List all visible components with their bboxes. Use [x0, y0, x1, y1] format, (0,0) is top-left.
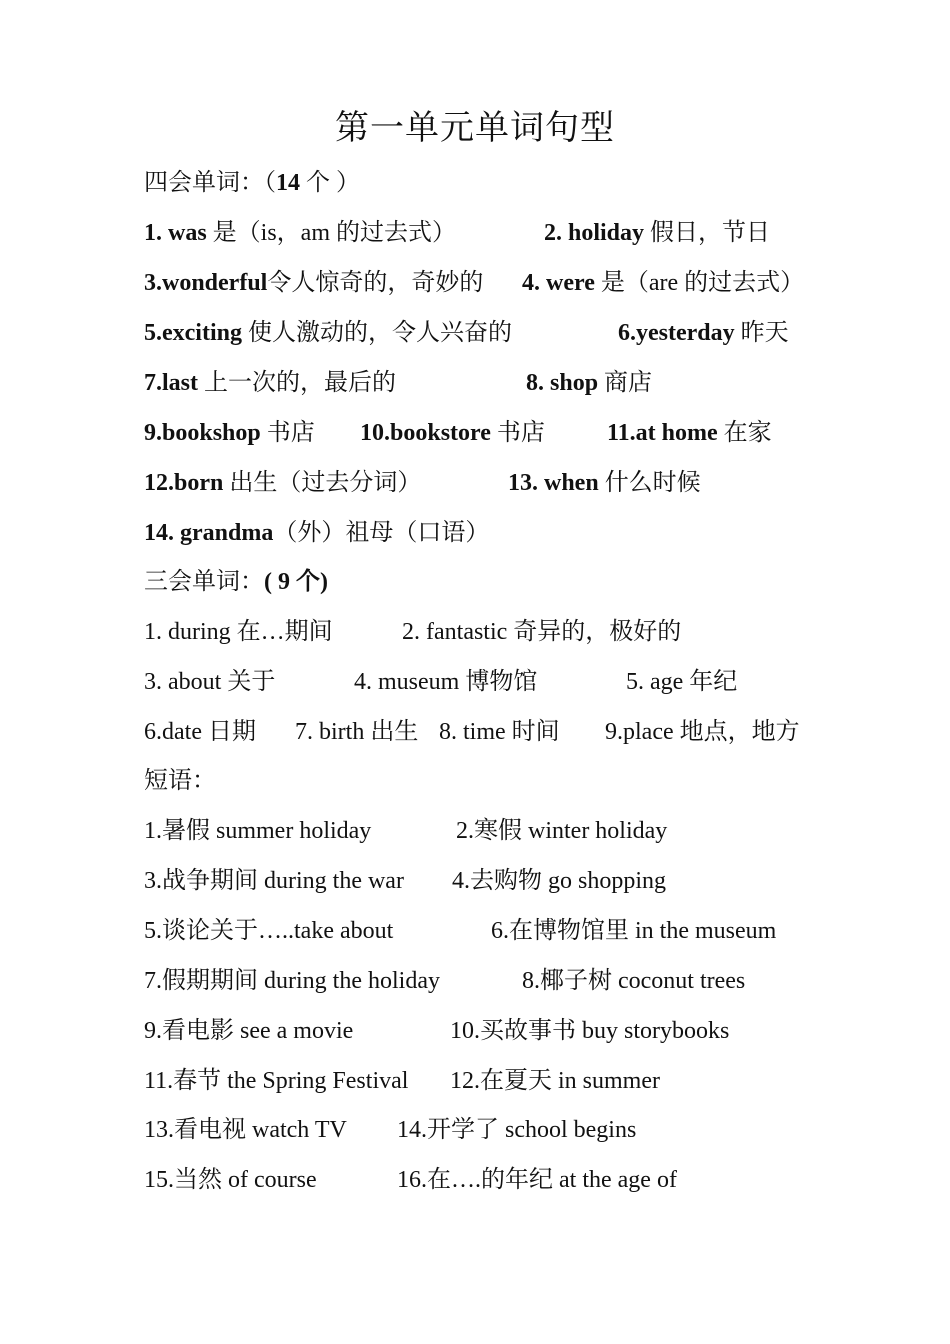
vocab-item — [526, 363, 652, 403]
vocab-word: 4. were — [522, 270, 595, 296]
vocab-item — [607, 413, 772, 453]
vocab-word: ( 9 个) — [264, 569, 328, 595]
vocab-item: 7. birth 出生 — [295, 719, 419, 745]
phrase-row — [144, 811, 824, 851]
vocab-meaning: 假日，节日 — [650, 220, 771, 246]
vocab-item — [144, 363, 396, 403]
phrase-row — [144, 861, 824, 901]
vocab-row — [144, 213, 824, 253]
vocab-meaning: 昨天 — [734, 320, 789, 346]
vocab-word: 10.bookstore — [360, 420, 497, 446]
vocab-item — [544, 213, 770, 253]
phrase-item: 6.在博物馆里 in the museum — [491, 918, 777, 944]
phrase-item: 5.谈论关于…..take about — [144, 918, 394, 944]
vocab-item: 9.place 地点，地方 — [605, 719, 800, 745]
vocab-meaning: 个 ） — [300, 170, 360, 196]
phrases-heading: 短语： — [144, 768, 216, 794]
vocab-word: 1. was — [144, 220, 213, 246]
vocab-row — [144, 363, 824, 403]
vocab-item — [508, 463, 701, 503]
vocab-word: 13. when — [508, 470, 599, 496]
vocab-item: 8. time 时间 — [439, 719, 560, 745]
vocab-item: 2. fantastic 奇异的，极好的 — [402, 619, 682, 645]
vocab-meaning: 在家 — [723, 420, 772, 446]
phrase-item: 10.买故事书 buy storybooks — [450, 1018, 730, 1044]
vocab-word: 3.wonderful — [144, 270, 268, 296]
phrase-item: 1.暑假 summer holiday — [144, 818, 372, 844]
vocab-word: 11.at home — [607, 420, 724, 446]
phrase-item: 2.寒假 winter holiday — [456, 818, 668, 844]
vocab-row — [144, 263, 824, 303]
vocab-meaning: 书店 — [496, 420, 545, 446]
phrase-row — [144, 911, 824, 951]
phrase-item: 3.战争期间 during the war — [144, 868, 404, 894]
vocab-item: 1. during 在…期间 — [144, 619, 333, 645]
vocab-item — [144, 263, 483, 303]
vocab-row — [144, 313, 824, 353]
vocab-meaning: 四会单词：（ — [144, 170, 276, 196]
vocab-meaning: 是（are 的过去式） — [594, 270, 805, 296]
vocab-word: 6.yesterday — [618, 320, 735, 346]
phrase-row — [144, 1061, 824, 1101]
vocab-meaning: 商店 — [598, 370, 653, 396]
vocab-item — [360, 413, 545, 453]
phrase-item: 16.在….的年纪 at the age of — [397, 1167, 677, 1193]
vocab-item: 4. museum 博物馆 — [354, 669, 538, 695]
phrase-item: 13.看电视 watch TV — [144, 1117, 347, 1143]
vocab-meaning: 令人惊奇的，奇妙的 — [267, 270, 484, 296]
vocab-row — [144, 513, 824, 553]
phrase-item: 11.春节 the Spring Festival — [144, 1068, 409, 1094]
phrase-item: 4.去购物 go shopping — [452, 868, 667, 894]
vocab-item — [144, 213, 456, 253]
phrase-item: 15.当然 of course — [144, 1167, 317, 1193]
page-title: 第一单元单词句型 — [335, 110, 615, 147]
vocab-item — [618, 313, 789, 353]
vocab-item — [144, 313, 512, 353]
phrase-row — [144, 961, 824, 1001]
phrase-item: 7.假期期间 during the holiday — [144, 968, 440, 994]
three-skill-heading — [144, 562, 824, 602]
vocab-word: 2. holiday — [544, 220, 651, 246]
vocab-word: 8. shop — [526, 370, 599, 396]
vocab-item — [144, 463, 421, 503]
vocab-item: 5. age 年纪 — [626, 669, 738, 695]
phrase-row — [144, 1160, 824, 1200]
vocab-item — [144, 413, 315, 453]
vocab-row — [144, 612, 824, 652]
vocab-row — [144, 662, 824, 702]
vocab-word: 5.exciting — [144, 320, 248, 346]
vocab-meaning: 书店 — [266, 420, 315, 446]
vocab-meaning: 使人激动的，令人兴奋的 — [247, 320, 512, 346]
four-skill-heading — [144, 163, 824, 203]
vocab-item — [144, 513, 489, 553]
vocab-item: 3. about 关于 — [144, 669, 276, 695]
vocab-meaning: 出生（过去分词） — [229, 470, 422, 496]
phrase-item: 14.开学了 school begins — [397, 1117, 637, 1143]
vocab-word: 7.last — [144, 370, 198, 396]
vocab-word: 9.bookshop — [144, 420, 267, 446]
vocab-meaning: 什么时候 — [598, 470, 701, 496]
vocab-word: 14. grandma — [144, 520, 274, 546]
vocab-meaning: （外）祖母（口语） — [273, 520, 490, 546]
vocab-row — [144, 712, 824, 752]
phrase-item: 9.看电影 see a movie — [144, 1018, 354, 1044]
vocab-item — [522, 263, 804, 303]
vocab-word: 14 — [276, 170, 300, 196]
vocab-word: 12.born — [144, 470, 230, 496]
vocab-meaning: 三会单词： — [144, 569, 264, 595]
vocab-row — [144, 463, 824, 503]
phrase-row — [144, 1011, 824, 1051]
phrase-item: 8.椰子树 coconut trees — [522, 968, 746, 994]
vocab-meaning: 是（is，am 的过去式） — [212, 220, 456, 246]
vocab-row — [144, 413, 824, 453]
vocab-meaning: 上一次的，最后的 — [198, 370, 396, 396]
phrase-item: 12.在夏天 in summer — [450, 1068, 660, 1094]
vocab-item: 6.date 日期 — [144, 719, 256, 745]
phrase-row — [144, 1110, 824, 1150]
